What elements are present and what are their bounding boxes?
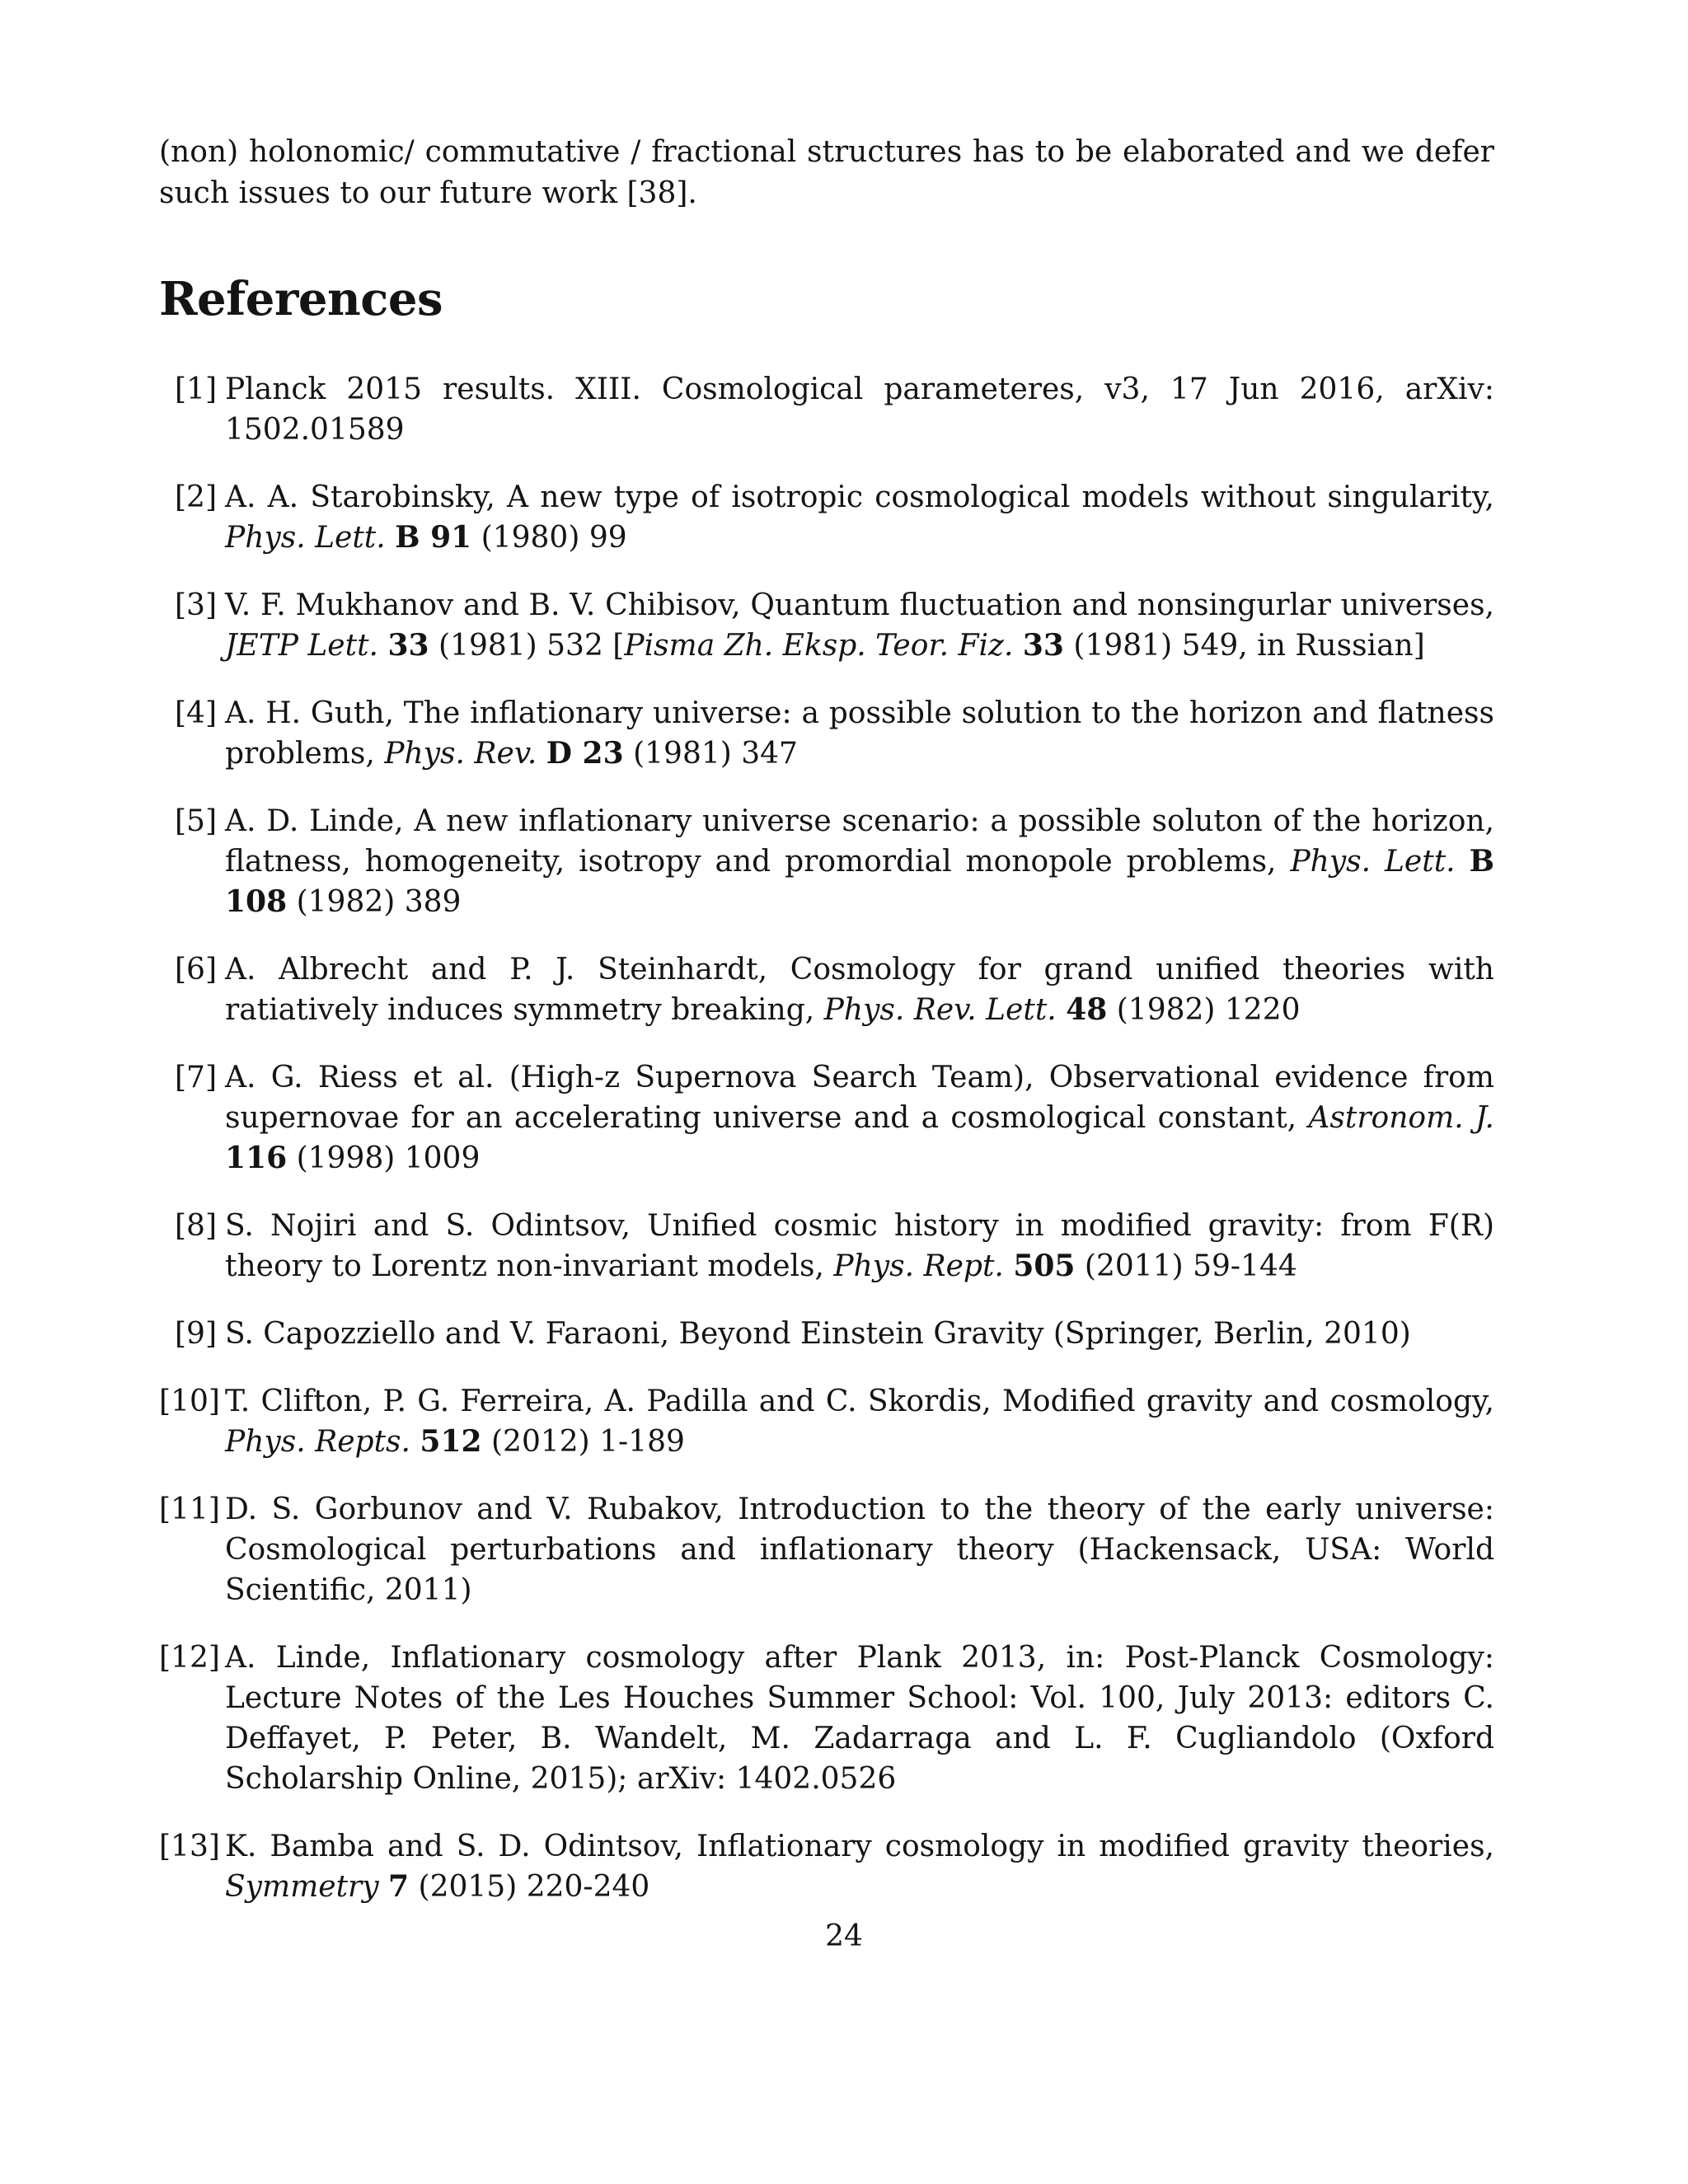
reference-item	[159, 1826, 1494, 1907]
reference-segment: S. Nojiri and S. Odintsov, Unified cosmic history in modified gravity: from F(R) theory to Lorentz non-invariant models,	[225, 1209, 1494, 1283]
reference-segment: (1982) 1220	[1107, 993, 1301, 1027]
reference-text	[225, 949, 1494, 1030]
reference-number: [4]	[175, 696, 217, 730]
reference-number: [11]	[159, 1493, 220, 1526]
page-content	[159, 132, 1494, 1934]
reference-segment: A. H. Guth, The inflationary universe: a possible solution to the horizon and flatness problems,	[225, 696, 1494, 771]
reference-segment: (1981) 532 [	[429, 629, 625, 663]
reference-segment: (2011) 59-144	[1075, 1249, 1297, 1283]
reference-item	[159, 1206, 1494, 1286]
reference-segment	[1057, 993, 1066, 1027]
reference-segment: (1981) 347	[623, 737, 798, 771]
reference-item	[159, 1489, 1494, 1610]
reference-number: [13]	[159, 1830, 220, 1863]
journal-name: Astronom. J.	[1308, 1101, 1494, 1135]
reference-segment	[537, 737, 546, 771]
reference-text	[225, 369, 1494, 450]
reference-segment: K. Bamba and S. D. Odintsov, Inflationary cosmology in modified gravity theories,	[225, 1830, 1494, 1863]
reference-number: [3]	[175, 588, 217, 622]
reference-segment: (1981) 549, in Russian]	[1063, 629, 1425, 663]
journal-name: Phys. Lett.	[225, 521, 386, 555]
journal-name: Phys. Repts.	[225, 1425, 410, 1459]
reference-item	[159, 1638, 1494, 1799]
reference-segment: (2012) 1-189	[481, 1425, 685, 1459]
volume-number: 116	[225, 1141, 288, 1175]
reference-item	[159, 369, 1494, 450]
reference-segment: D. S. Gorbunov and V. Rubakov, Introduction to the theory of the early universe: Cosmological perturbations and inflationary theory (Hackensack, USA: World Scientific, 2011)	[225, 1493, 1494, 1607]
reference-number: [10]	[159, 1385, 220, 1418]
reference-segment: A. G. Riess et al. (High-z Supernova Search Team), Observational evidence from supernovae for an accelerating universe and a cosmological constant,	[225, 1061, 1494, 1135]
reference-segment	[379, 1870, 388, 1904]
reference-segment	[386, 521, 395, 555]
references-heading: References	[159, 272, 443, 326]
reference-text	[225, 1489, 1494, 1610]
volume-number: 7	[388, 1869, 410, 1904]
reference-segment	[1456, 845, 1470, 879]
journal-name: Pisma Zh. Eksp. Teor. Fiz.	[624, 629, 1014, 663]
page-number: 24	[825, 1919, 863, 1953]
volume-number: B 91	[395, 520, 472, 555]
reference-item	[159, 693, 1494, 774]
reference-item	[159, 585, 1494, 666]
reference-number: [9]	[175, 1317, 217, 1351]
reference-segment: (1998) 1009	[287, 1141, 481, 1175]
reference-text	[225, 477, 1494, 558]
journal-name: Symmetry	[225, 1870, 379, 1904]
reference-item	[159, 477, 1494, 558]
reference-list	[159, 369, 1494, 1907]
journal-name: Phys. Rev.	[384, 737, 537, 771]
reference-item	[159, 949, 1494, 1030]
reference-text	[225, 1057, 1494, 1179]
reference-segment	[1013, 629, 1022, 663]
reference-number: [7]	[175, 1061, 217, 1094]
journal-name: Phys. Rev. Lett.	[823, 993, 1057, 1027]
reference-segment: T. Clifton, P. G. Ferreira, A. Padilla and C. Skordis, Modified gravity and cosmology,	[225, 1385, 1494, 1418]
reference-segment: S. Capozziello and V. Faraoni, Beyond Einstein Gravity (Springer, Berlin, 2010)	[225, 1317, 1411, 1351]
reference-item	[159, 1381, 1494, 1462]
volume-number: 33	[1022, 628, 1064, 663]
reference-item	[159, 801, 1494, 922]
reference-segment: Planck 2015 results. XIII. Cosmological parameteres, v3, 17 Jun 2016, arXiv: 1502.01589	[225, 373, 1494, 447]
reference-text	[225, 1638, 1494, 1799]
reference-segment: A. D. Linde, A new inflationary universe scenario: a possible soluton of the horizon, flatness, homogeneity, isotropy and promordial monopole problems,	[225, 804, 1494, 879]
volume-number: 48	[1066, 992, 1108, 1027]
volume-number: 505	[1013, 1249, 1076, 1283]
journal-name: Phys. Lett.	[1290, 845, 1456, 879]
reference-number: [12]	[159, 1641, 220, 1675]
journal-name: JETP Lett.	[225, 629, 378, 663]
reference-item	[159, 1314, 1494, 1354]
volume-number: D 23	[546, 736, 624, 771]
reference-number: [5]	[175, 804, 217, 838]
reference-text	[225, 1314, 1494, 1354]
reference-text	[225, 1381, 1494, 1462]
reference-item	[159, 1057, 1494, 1179]
reference-text	[225, 1826, 1494, 1907]
volume-number: 512	[420, 1424, 482, 1459]
reference-text	[225, 801, 1494, 922]
volume-number: 33	[387, 628, 429, 663]
reference-segment: A. Linde, Inflationary cosmology after Plank 2013, in: Post-Planck Cosmology: Lecture Notes of the Les Houches Summer School: Vol. 100, July 2013: editors C. Deffayet, P. Peter, B. Wandelt, M. Zadarraga and L. F. Cugliandolo (Oxford Scholarship Online, 2015); arXiv: 1402.0526	[225, 1641, 1494, 1796]
volume-number: B 108	[225, 844, 1494, 919]
intro-paragraph: (non) holonomic/ commutative / fractional structures has to be elaborated and we defer such issues to our future work [38].	[159, 135, 1494, 210]
reference-segment	[410, 1425, 420, 1459]
reference-number: [2]	[175, 480, 217, 514]
reference-text	[225, 585, 1494, 666]
reference-segment: (2015) 220-240	[409, 1870, 650, 1904]
journal-name: Phys. Rept.	[833, 1249, 1004, 1283]
reference-number: [8]	[175, 1209, 217, 1243]
reference-segment: (1980) 99	[471, 521, 627, 555]
reference-segment: V. F. Mukhanov and B. V. Chibisov, Quantum fluctuation and nonsingurlar universes,	[225, 588, 1494, 622]
reference-number: [1]	[175, 373, 217, 406]
reference-segment	[378, 629, 387, 663]
reference-text	[225, 693, 1494, 774]
reference-segment: A. A. Starobinsky, A new type of isotropic cosmological models without singularity,	[225, 480, 1494, 514]
reference-segment: (1982) 389	[287, 885, 462, 919]
reference-segment: A. Albrecht and P. J. Steinhardt, Cosmology for grand unified theories with ratiatively induces symmetry breaking,	[225, 953, 1494, 1027]
reference-number: [6]	[175, 953, 217, 987]
reference-text	[225, 1206, 1494, 1286]
reference-segment	[1004, 1249, 1013, 1283]
